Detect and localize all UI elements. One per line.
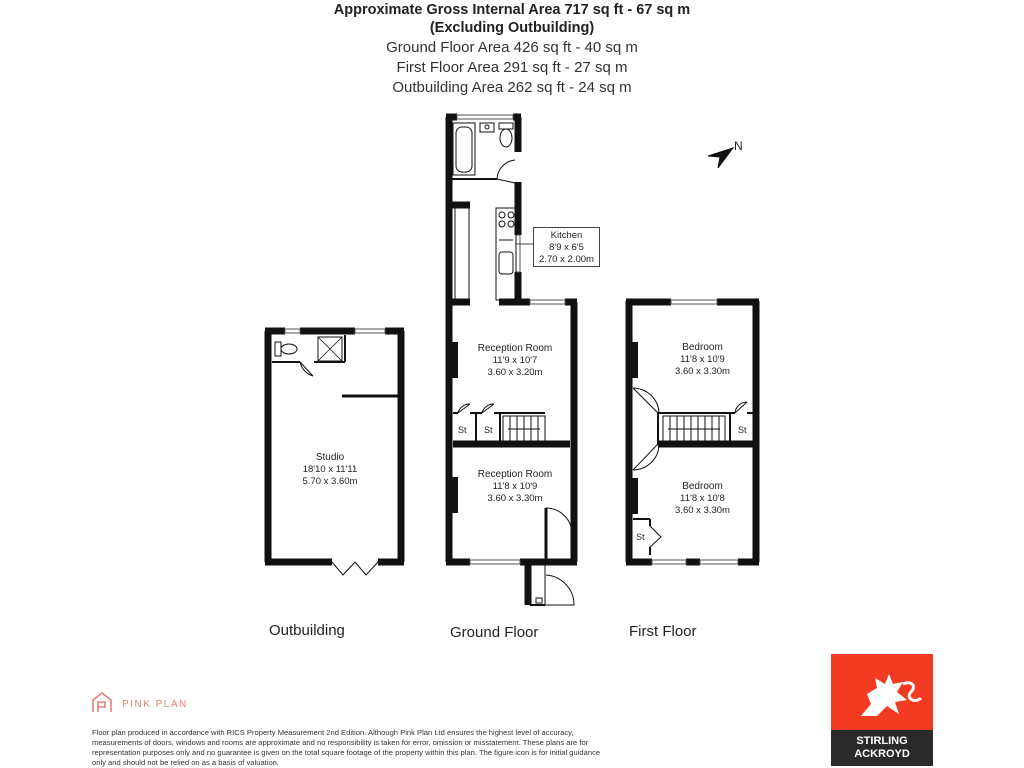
bedroom-2-imperial: 11'8 x 10'8 bbox=[680, 493, 725, 504]
north-arrow-icon bbox=[708, 148, 733, 168]
bedroom-1-imperial: 11'8 x 10'9 bbox=[680, 354, 725, 365]
bathtub-icon bbox=[453, 123, 475, 175]
kitchen-metric: 2.70 x 2.00m bbox=[539, 254, 594, 265]
kitchen-name: Kitchen bbox=[550, 230, 583, 241]
first-floor-caption: First Floor bbox=[629, 623, 697, 640]
pink-plan-brand bbox=[122, 699, 188, 710]
outbuilding-caption: Outbuilding bbox=[269, 622, 345, 639]
logo-line-1: STIRLING bbox=[856, 735, 908, 747]
title-excluding: (Excluding Outbuilding) bbox=[429, 20, 595, 36]
pink-plan-name: PINK PLAN bbox=[122, 699, 188, 710]
studio-metric: 5.70 x 3.60m bbox=[302, 476, 358, 487]
outbuilding-toilet-icon bbox=[275, 342, 297, 356]
ground-floor-area: Ground Floor Area 426 sq ft - 40 sq m bbox=[386, 39, 638, 56]
title-gross-area: Approximate Gross Internal Area 717 sq ft - 67 sq m bbox=[333, 2, 691, 18]
kitchen-leader-line bbox=[515, 240, 535, 248]
bedroom-2-label bbox=[655, 481, 750, 517]
griffin-icon bbox=[831, 654, 933, 730]
bedroom-2-metric: 3.60 x 3.30m bbox=[675, 505, 730, 516]
reception-room-2-metric: 3.60 x 3.30m bbox=[487, 493, 543, 504]
outbuilding-plan bbox=[265, 331, 404, 562]
ground-floor-caption: Ground Floor bbox=[450, 624, 539, 641]
reception-room-2-name: Reception Room bbox=[477, 469, 553, 480]
studio-label bbox=[285, 452, 375, 488]
first-stairs bbox=[663, 416, 725, 442]
reception-room-1-name: Reception Room bbox=[477, 343, 553, 354]
reception-room-1-metric: 3.60 x 3.20m bbox=[487, 367, 543, 378]
storage-label: St bbox=[484, 425, 493, 435]
reception-room-1-imperial: 11'9 x 10'7 bbox=[492, 355, 538, 366]
basin-icon bbox=[480, 123, 494, 132]
storage-label: St bbox=[636, 532, 645, 542]
storage-label: St bbox=[738, 425, 747, 435]
stirling-ackroyd-wordmark bbox=[831, 730, 933, 766]
storage-label: St bbox=[458, 425, 467, 435]
reception-room-1-label bbox=[465, 343, 565, 379]
bedroom-1-metric: 3.60 x 3.30m bbox=[675, 366, 730, 377]
reception-room-2-label bbox=[465, 469, 565, 505]
toilet-icon bbox=[499, 123, 513, 147]
kitchen-imperial: 8'9 x 6'5 bbox=[549, 242, 584, 253]
bedroom-1-label bbox=[655, 342, 750, 378]
disclaimer-text: Floor plan produced in accordance with RICS Property Measurement 2nd Edition. Although Pink Plan Ltd ensures the highest level of accuracy, measurements of doors, windows and rooms are approximate and no responsibility is taken for error, omission or misstatement. These plans are for representation purposes only and no guarantee is given on the total square footage of the property within this plan. The figure icon is for initial guidance only and should not be relied on as a basis of valuation. bbox=[92, 728, 601, 767]
first-floor-area: First Floor Area 291 sq ft - 27 sq m bbox=[396, 59, 628, 76]
logo-line-2: ACKROYD bbox=[854, 748, 910, 760]
bedroom-2-name: Bedroom bbox=[682, 481, 723, 492]
reception-room-2-imperial: 11'8 x 10'9 bbox=[492, 481, 538, 492]
compass-north-label: N bbox=[734, 139, 743, 153]
pink-plan-logo-icon bbox=[93, 693, 111, 712]
studio-imperial: 18'10 x 11'11 bbox=[302, 464, 358, 475]
stirling-ackroyd-logo bbox=[831, 654, 933, 766]
kitchen-label bbox=[533, 227, 600, 267]
outbuilding-area: Outbuilding Area 262 sq ft - 24 sq m bbox=[392, 79, 632, 96]
studio-name: Studio bbox=[315, 452, 345, 463]
bedroom-1-name: Bedroom bbox=[682, 342, 723, 353]
ground-stairs bbox=[503, 416, 545, 442]
